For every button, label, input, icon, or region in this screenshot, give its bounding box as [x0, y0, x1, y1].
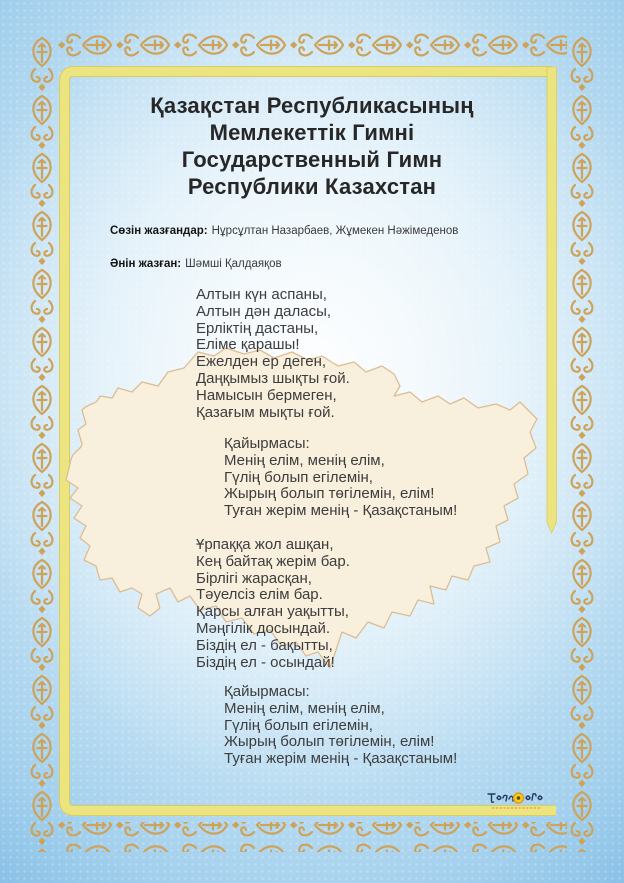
- title-line: Мемлекеттік Гимні: [209, 120, 415, 145]
- title-line: Республики Казахстан: [187, 174, 437, 199]
- lyric-line: Біздің ел - осындай!: [196, 653, 335, 671]
- lyric-line: Ерліктің дастаны,: [196, 319, 319, 337]
- lyric-line: Гүлің болып егілемін,: [224, 716, 373, 734]
- lyric-line: Жырың болып төгілемін, елім!: [224, 733, 435, 751]
- lyric-line: Туған жерім менің - Қазақстаным!: [224, 750, 458, 768]
- lyric-line: Біздің ел - бақытты,: [196, 636, 333, 654]
- lyric-line: Менің елім, менің елім,: [224, 699, 385, 717]
- chorus-1: [224, 436, 457, 520]
- music-author-value: Шәмші Қалдаяқов: [185, 258, 282, 270]
- lyric-line: Намысын бермеген,: [196, 386, 337, 404]
- lyric-line: Қайырмасы:: [224, 683, 310, 700]
- lyric-line: Тәуелсіз елім бар.: [196, 586, 323, 604]
- lyric-line: Алтын дән даласы,: [196, 302, 332, 320]
- verse-2: [196, 537, 350, 671]
- lyrics-authors-label: Сөзін жазғандар:: [110, 225, 208, 237]
- author-credits: [110, 225, 458, 291]
- lyric-line: Гүлің болып егілемін,: [224, 468, 373, 486]
- lyric-line: Қарсы алған уақытты,: [196, 603, 349, 621]
- lyric-line: Бірлігі жарасқан,: [196, 569, 312, 587]
- chorus-2: [224, 684, 457, 768]
- lyric-line: Ежелден ер деген,: [196, 353, 327, 371]
- lyric-line: Жырың болып төгілемін, елім!: [224, 485, 435, 503]
- music-author-row: [110, 258, 458, 270]
- lyrics-authors-value: Нұрсұлтан Назарбаев, Жұмекен Нәжімеденов: [211, 225, 459, 237]
- lyric-line: Кең байтақ жерім бар.: [196, 552, 350, 570]
- title-line: Қазақстан Республикасының: [150, 93, 474, 118]
- lyrics-authors-row: [110, 225, 458, 237]
- lyric-line: Ұрпаққа жол ашқан,: [196, 536, 334, 553]
- lyric-line: Туған жерім менің - Қазақстаным!: [224, 502, 458, 520]
- lyric-line: Еліме қарашы!: [196, 336, 300, 354]
- lyric-line: Даңқымыз шықты ғой.: [196, 369, 350, 387]
- lyric-line: Алтын күн аспаны,: [196, 286, 327, 303]
- lyric-line: Менің елім, менің елім,: [224, 451, 385, 469]
- lyric-line: Қазағым мықты ғой.: [196, 403, 335, 421]
- verse-1: [196, 287, 350, 421]
- title-line: Государственный Гимн: [181, 147, 443, 172]
- lyric-line: Мәңгілік досындай.: [196, 619, 331, 637]
- lyric-line: Қайырмасы:: [224, 435, 310, 452]
- music-author-label: Әнін жазған:: [110, 258, 182, 270]
- publisher-logo-icon: [486, 789, 546, 815]
- page-title: [60, 92, 564, 200]
